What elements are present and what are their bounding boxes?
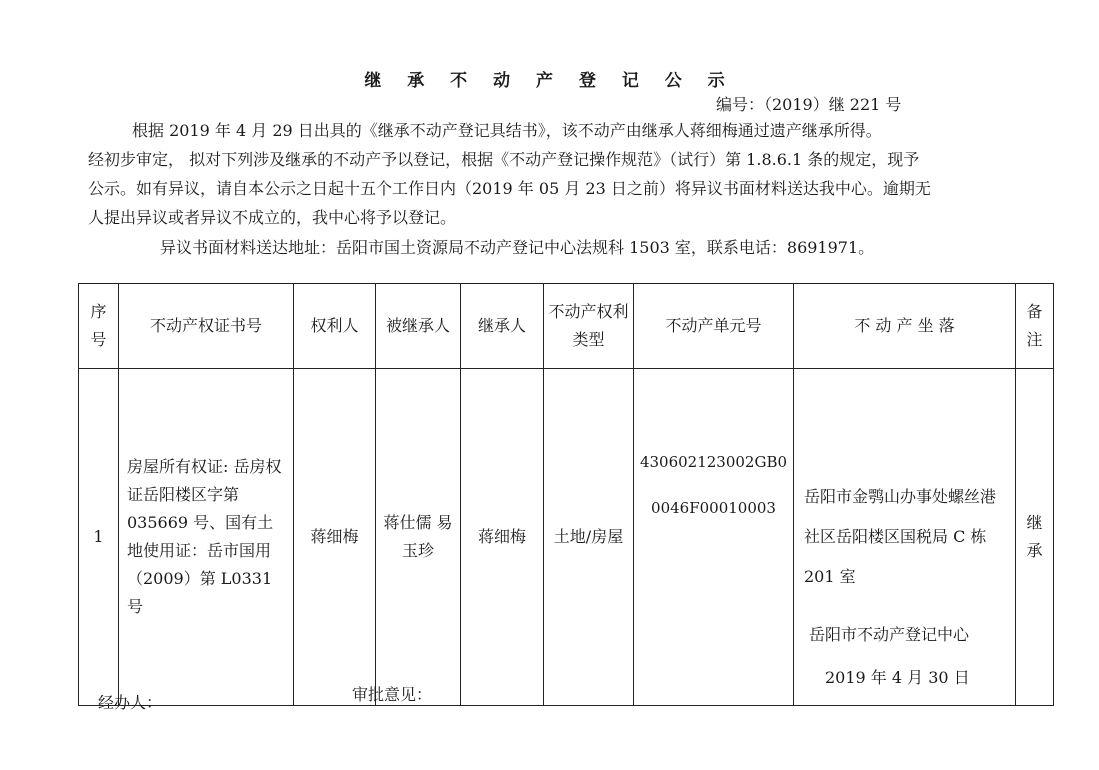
header-unit-no: 不动产单元号 (634, 284, 794, 369)
cell-right-type: 土地/房屋 (544, 369, 634, 706)
cell-holder: 蒋细梅 (294, 369, 376, 706)
cell-heir: 蒋细梅 (461, 369, 544, 706)
header-location: 不 动 产 坐 落 (794, 284, 1016, 369)
paragraph-line-2: 经初步审定， 拟对下列涉及继承的不动产予以登记，根据《不动产登记操作规范》（试行）第 1.8.6.1 条的规定，现予 (88, 150, 920, 169)
approval-label: 审批意见： (352, 685, 433, 704)
header-certificate: 不动产权证书号 (119, 284, 294, 369)
header-decedent: 被继承人 (376, 284, 461, 369)
cell-remark: 继承 (1016, 369, 1054, 706)
page-title: 继 承 不 动 产 登 记 公 示 (364, 71, 735, 91)
header-heir: 继承人 (461, 284, 544, 369)
paragraph-line-4: 人提出异议或者异议不成立的，我中心将予以登记。 (88, 208, 457, 227)
paragraph-line-3: 公示。如有异议，请自本公示之日起十五个工作日内（2019 年 05 月 23 日之前）将异议书面材料送达我中心。逾期无 (88, 179, 931, 198)
cell-unit-no: 430602123002GB00046F00010003 (634, 369, 794, 706)
table-header-row (79, 284, 1054, 369)
issuing-org: 岳阳市不动产登记中心 (809, 625, 970, 644)
cell-location: 岳阳市金鹗山办事处螺丝港社区岳阳楼区国税局 C 栋 201 室 (794, 369, 1016, 706)
document-number: 编号：（2019）继 221 号 (716, 95, 902, 114)
cell-decedent: 蒋仕儒 易玉珍 (376, 369, 461, 706)
header-right-type: 不动产权利类型 (544, 284, 634, 369)
cell-certificate: 房屋所有权证: 岳房权证岳阳楼区字第 035669 号、国有土地使用证：岳市国用（2009）第 L0331 号 (119, 369, 294, 706)
header-seq: 序号 (79, 284, 119, 369)
issue-date: 2019 年 4 月 30 日 (825, 668, 970, 687)
handler-label: 经办人： (98, 693, 163, 712)
header-remark: 备注 (1016, 284, 1054, 369)
table-row (79, 369, 1054, 706)
paragraph-line-1: 根据 2019 年 4 月 29 日出具的《继承不动产登记具结书》，该不动产由继承人蒋细梅通过遗产继承所得。 (132, 121, 882, 140)
cell-seq: 1 (79, 369, 119, 706)
objection-address: 异议书面材料送达地址：岳阳市国土资源局不动产登记中心法规科 1503 室，联系电话：8691971。 (160, 238, 875, 257)
header-holder: 权利人 (294, 284, 376, 369)
